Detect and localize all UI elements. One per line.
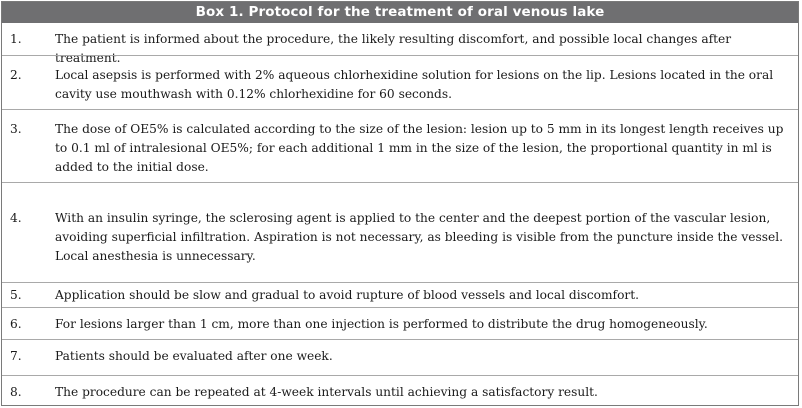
item-text: The dose of OE5% is calculated according to the size of the lesion: lesion up to 5 mm in its longest length receives up to 0.1 ml of intralesional OE5%; for each additional 1 mm in the size of the lesion, the proportional quantity in ml is added to the initial dose. [55, 122, 784, 174]
item-number: 6. [10, 317, 22, 331]
protocol-box [1, 1, 799, 406]
list-item [2, 55, 798, 110]
list-item [2, 282, 798, 308]
list-item [2, 375, 798, 407]
item-number: 2. [10, 68, 22, 82]
item-number: 7. [10, 349, 22, 363]
list-item [2, 182, 798, 283]
item-text: For lesions larger than 1 cm, more than one injection is performed to distribute the drug homogeneously. [55, 317, 708, 331]
list-item [2, 339, 798, 376]
item-number: 3. [10, 122, 22, 136]
item-text: With an insulin syringe, the sclerosing agent is applied to the center and the deepest portion of the vascular lesion, avoiding superficial infiltration. Aspiration is not necessary, as bleeding is visible from the puncture inside the vessel. Local anesthesia is unnecessary. [55, 211, 783, 263]
item-text: Patients should be evaluated after one week. [55, 349, 333, 363]
list-item [2, 109, 798, 183]
list-item [2, 23, 798, 65]
item-text: Application should be slow and gradual to avoid rupture of blood vessels and local discomfort. [55, 288, 640, 302]
item-number: 1. [10, 32, 22, 46]
box-title: Box 1. Protocol for the treatment of oral venous lake [2, 2, 798, 23]
item-text: The procedure can be repeated at 4-week intervals until achieving a satisfactory result. [55, 385, 598, 399]
list-item [2, 307, 798, 340]
item-number: 8. [10, 385, 22, 399]
item-text: Local asepsis is performed with 2% aqueous chlorhexidine solution for lesions on the lip. Lesions located in the oral cavity use mouthwash with 0.12% chlorhexidine for 60 seconds. [55, 68, 774, 101]
item-text: The patient is informed about the procedure, the likely resulting discomfort, and possible local changes after treatment. [55, 32, 732, 65]
item-number: 4. [10, 211, 22, 225]
item-number: 5. [10, 288, 22, 302]
